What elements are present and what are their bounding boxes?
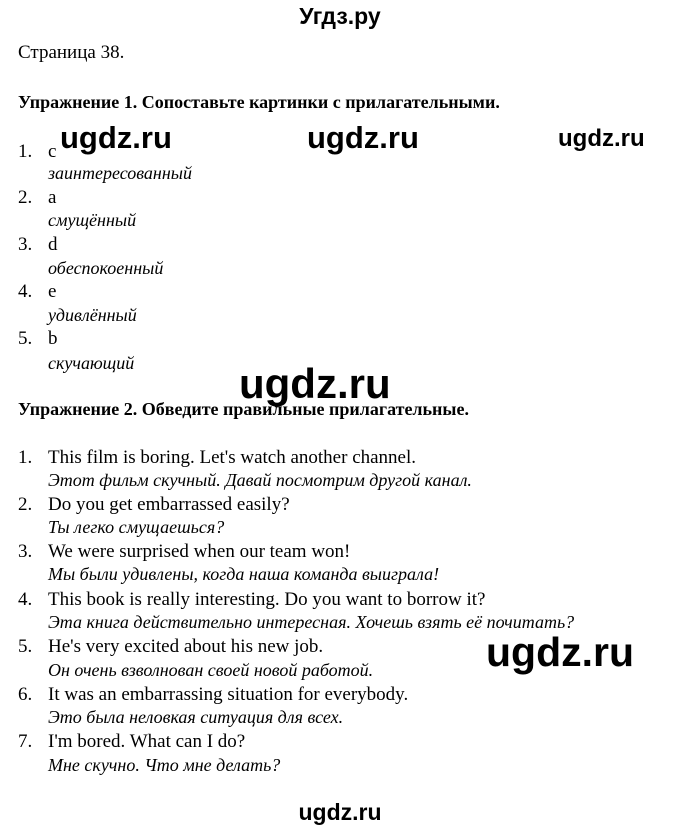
exercise-2-item-english: I'm bored. What can I do? [48,731,246,752]
exercise-2-item-russian: Ты легко смущаешься? [48,517,225,537]
site-title: Угдз.ру [299,3,381,29]
exercise-1-item-number: 4. [18,281,33,302]
watermark: ugdz.ru [307,120,419,155]
exercise-1-item-translation: удивлённый [48,305,137,325]
exercise-2-item-number: 2. [18,494,33,515]
exercise-2-item-number: 5. [18,636,33,657]
exercise-1-item-number: 1. [18,141,33,162]
exercise-2-item-number: 7. [18,731,33,752]
exercise-2-item-russian: Он очень взволнован своей новой работой. [48,660,374,680]
watermark: ugdz.ru [60,120,172,155]
exercise-2-item-russian: Мне скучно. Что мне делать? [48,755,281,775]
exercise-1-item-translation: заинтересованный [48,163,192,183]
exercise-2-item-english: This book is really interesting. Do you want to borrow it? [48,589,486,610]
watermark: ugdz.ru [486,629,635,675]
exercise-1-item-translation: смущённый [48,210,137,230]
exercise-1-item-number: 2. [18,187,33,208]
exercise-2-item-russian: Это была неловкая ситуация для всех. [48,707,344,727]
exercise-2-item-number: 6. [18,684,33,705]
exercise-1-item-answer: e [48,281,57,302]
exercise-1-item-answer: a [48,187,57,208]
exercise-1-item-answer: c [48,141,57,162]
exercise-1-item-answer: b [48,328,58,349]
exercise-2-item-english: It was an embarrassing situation for everybody. [48,684,409,705]
exercise-1-item-answer: d [48,234,58,255]
exercise-1-item-number: 5. [18,328,33,349]
exercise-2-item-english: This film is boring. Let's watch another channel. [48,447,417,468]
exercise-1-item-number: 3. [18,234,33,255]
exercise-2-item-russian: Эта книга действительно интересная. Хочешь взять её почитать? [48,612,575,632]
exercise-2-item-number: 3. [18,541,33,562]
exercise-2-item-english: He's very excited about his new job. [48,636,324,657]
exercise-1-item-translation: обеспокоенный [48,258,164,278]
exercise-2-item-english: Do you get embarrassed easily? [48,494,290,515]
exercise-2-heading: Упражнение 2. Обведите правильные прилагательные. [18,399,469,419]
footer-site-name: ugdz.ru [298,799,382,825]
watermark: ugdz.ru [239,360,391,407]
watermark: ugdz.ru [558,125,645,152]
exercise-2-item-number: 1. [18,447,33,468]
page-label: Страница 38. [18,42,125,63]
exercise-2-item-english: We were surprised when our team won! [48,541,351,562]
exercise-2-item-russian: Мы были удивлены, когда наша команда выиграла! [48,564,440,584]
exercise-1-heading: Упражнение 1. Сопоставьте картинки с прилагательными. [18,92,500,112]
exercise-1-item-translation: скучающий [48,353,135,373]
exercise-2-item-russian: Этот фильм скучный. Давай посмотрим другой канал. [48,470,472,490]
exercise-2-item-number: 4. [18,589,33,610]
